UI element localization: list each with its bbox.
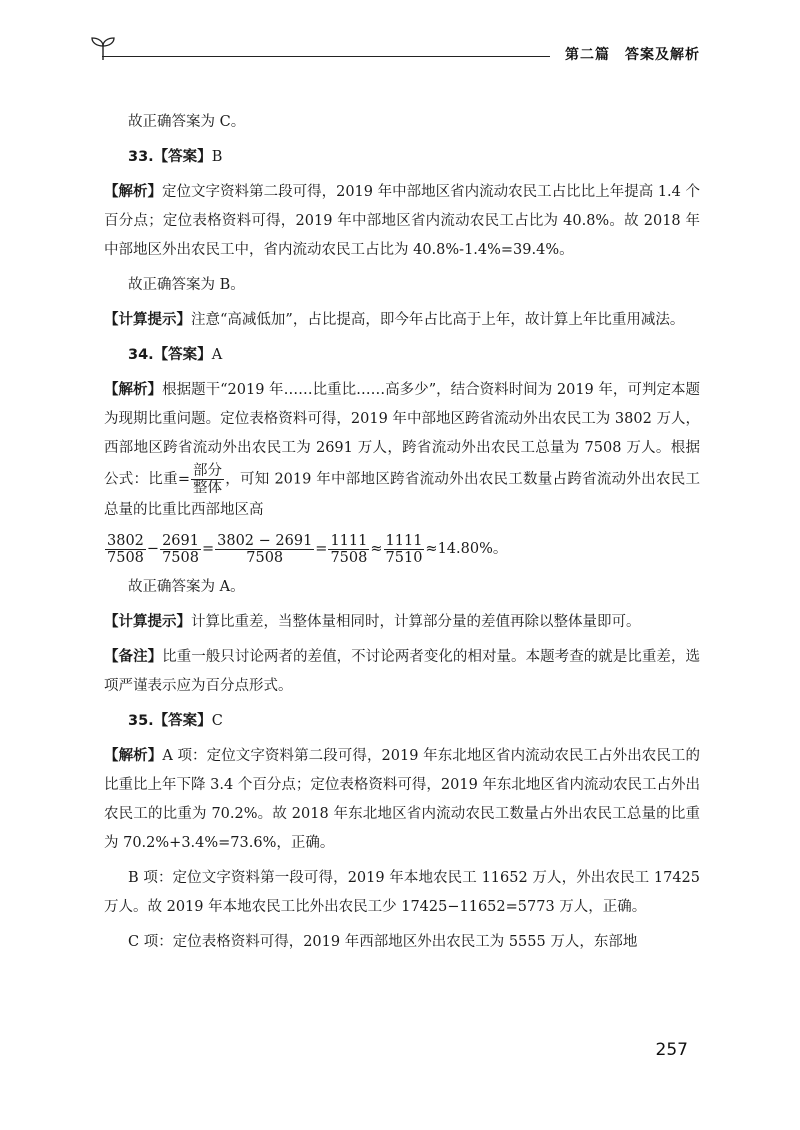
q34-note-text: 比重一般只讨论两者的差值，不讨论两者变化的相对量。本题考查的就是比重差，选项严谨表示应为百分点形式。 (104, 649, 701, 694)
q34-tip-text: 计算比重差，当整体量相同时，计算部分量的差值再除以整体量即可。 (191, 614, 641, 630)
calc-eq-1: = (201, 541, 215, 557)
calc-minus: − (146, 541, 160, 557)
calc-approx-1: ≈ (370, 541, 383, 557)
q33-analysis (104, 178, 700, 265)
q34-analysis-text-b: ，可知 2019 年中部地区跨省流动外出农民工数量占跨省流动外出农民工总量的比重比西部地区高 (104, 471, 700, 518)
q34-analysis-text-a: 根据题干“2019 年……比重比……高多少”，结合资料时间为 2019 年，可判定本题为现期比重问题。定位表格资料可得，2019 年中部地区跨省流动外出农民工为 3802 万人，西部地区跨省流动外出农民工为 2691 万人，跨省流动外出农民工总量为 7508 万人。根据公式：比重= (104, 382, 700, 488)
q33-tip-tag: 【计算提示】 (104, 312, 191, 328)
calc-fraction-4 (328, 533, 369, 566)
calc-f3-num: 3802 − 2691 (217, 532, 313, 549)
calc-f1-num: 3802 (107, 532, 144, 549)
q33-answer (104, 143, 700, 172)
q34-analysis-tag: 【解析】 (104, 382, 163, 398)
calc-f3-den: 7508 (246, 549, 284, 566)
header-title: 第二篇 答案及解析 (565, 47, 700, 63)
q33-tip-text: 注意“高减低加”，占比提高，即今年占比高于上年，故计算上年比重用减法。 (191, 312, 685, 328)
sprout-icon (88, 34, 118, 62)
q34-tip-tag: 【计算提示】 (104, 614, 191, 630)
page-header (88, 30, 700, 70)
formula-numerator: 部分 (193, 463, 222, 479)
calc-f5-den: 7510 (385, 549, 423, 566)
q34-answer-label: 34.【答案】 (128, 347, 212, 363)
calc-fraction-5 (384, 533, 425, 566)
q35-analysis-a (104, 742, 700, 858)
calc-f1-den: 7508 (107, 549, 144, 566)
q33-tip (104, 306, 700, 335)
q33-analysis-text: 定位文字资料第二段可得，2019 年中部地区省内流动农民工占比比上年提高 1.4 个百分点；定位表格资料可得，2019 年中部地区省内流动农民工占比为 40.8%。故 2018 年中部地区外出农民工中，省内流动农民工占比为 40.8%-1.4%=39.4%。 (104, 184, 700, 258)
q35-analysis-text-a: A 项：定位文字资料第二段可得，2019 年东北地区省内流动农民工占外出农民工的比重比上年下降 3.4 个百分点；定位表格资料可得，2019 年东北地区省内流动农民工占外出农民工的比重为 70.2%。故 2018 年东北地区省内流动农民工数量占外出农民工总量的比重为 70.2%+3.4%=73.6%，正确。 (104, 748, 701, 851)
calc-result: ≈14.80%。 (425, 541, 508, 557)
page-content (104, 108, 700, 963)
q34-answer (104, 341, 700, 370)
q33-analysis-tag: 【解析】 (104, 184, 163, 200)
q34-tip (104, 608, 700, 637)
calc-f4-num: 1111 (330, 532, 368, 549)
page-number: 257 (655, 1040, 688, 1060)
calc-fraction-3 (215, 533, 314, 566)
q34-calculation (104, 531, 700, 567)
formula-fraction (191, 463, 224, 496)
calc-fraction-1 (105, 533, 146, 566)
calc-eq-2: = (315, 541, 328, 557)
q33-conclusion: 故正确答案为 B。 (128, 277, 245, 293)
q35-answer (104, 707, 700, 736)
q35-analysis-c: C 项：定位表格资料可得，2019 年西部地区外出农民工为 5555 万人，东部地 (128, 934, 638, 950)
calc-f2-den: 7508 (162, 549, 199, 566)
q33-answer-value: B (211, 149, 223, 165)
calc-f4-den: 7508 (330, 549, 368, 566)
q35-analysis-tag: 【解析】 (104, 748, 163, 764)
calc-f2-num: 2691 (162, 532, 199, 549)
header-rule (102, 56, 550, 57)
calc-fraction-2 (160, 533, 201, 566)
q34-analysis (104, 376, 700, 525)
q35-analysis-b: B 项：定位文字资料第一段可得，2019 年本地农民工 11652 万人，外出农民工 17425 万人。故 2019 年本地农民工比外出农民工少 17425−11652=5773 万人，正确。 (104, 870, 700, 915)
q34-conclusion: 故正确答案为 A。 (128, 579, 245, 595)
q34-note-tag: 【备注】 (104, 649, 163, 665)
q35-answer-label: 35.【答案】 (128, 713, 212, 729)
calc-f5-num: 1111 (385, 532, 423, 549)
formula-denominator: 整体 (193, 480, 222, 496)
q33-answer-label: 33.【答案】 (128, 149, 212, 165)
q34-answer-value: A (211, 347, 223, 363)
q35-answer-value: C (211, 713, 223, 729)
q34-note (104, 643, 700, 701)
paragraph-conclusion-32: 故正确答案为 C。 (128, 114, 246, 130)
